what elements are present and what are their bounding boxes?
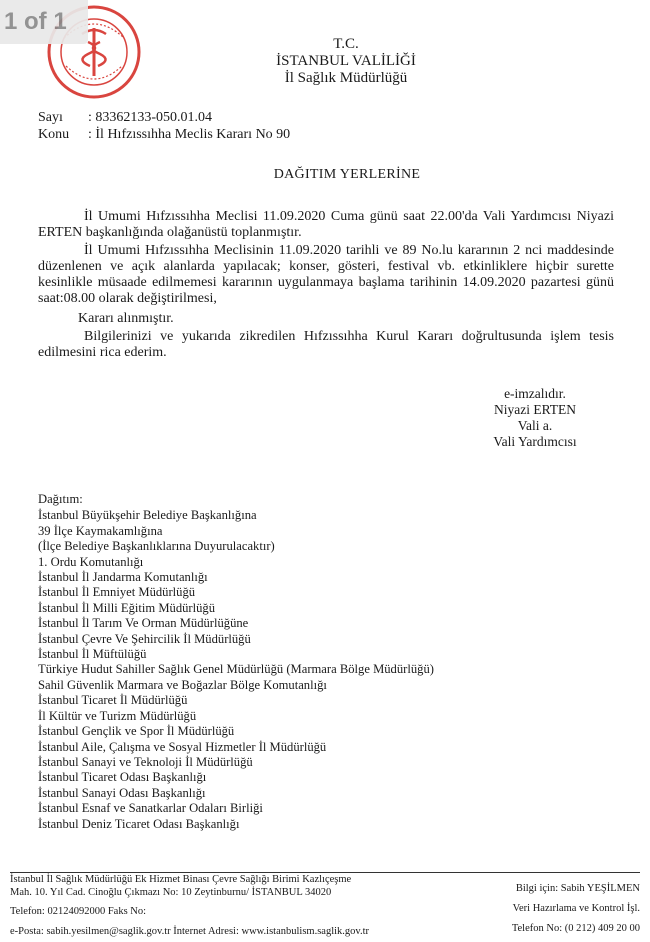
signature-block bbox=[440, 386, 630, 450]
footer-address bbox=[10, 874, 450, 940]
body-paragraph-3: Kararı alınmıştır. bbox=[78, 311, 174, 326]
footer-email: e-Posta: sabih.yesilmen@saglik.gov.tr İnternet Adresi: www.istanbulism.saglik.gov.tr bbox=[10, 926, 370, 937]
list-item: 1. Ordu Komutanlığı bbox=[38, 554, 144, 569]
list-item: İstanbul İl Müftülüğü bbox=[38, 647, 147, 662]
footer-address-line: İstanbul İl Sağlık Müdürlüğü Ek Hizmet Binası Çevre Sağlığı Birimi Kazlıçeşme bbox=[10, 874, 352, 885]
list-item: İstanbul Gençlik ve Spor İl Müdürlüğü bbox=[38, 724, 235, 739]
list-item: 39 İlçe Kaymakamlığına bbox=[38, 523, 163, 538]
list-item: İstanbul Çevre Ve Şehircilik İl Müdürlüğü bbox=[38, 631, 251, 646]
sayi-value: : 83362133-050.01.04 bbox=[88, 110, 213, 125]
list-item: İstanbul Ticaret Odası Başkanlığı bbox=[38, 770, 207, 785]
footer-contact-person: Bilgi için: Sabih YEŞİLMEN bbox=[515, 883, 640, 894]
list-item: İstanbul Esnaf ve Sanatkarlar Odaları Birliği bbox=[38, 801, 263, 816]
konu-label: Konu bbox=[38, 127, 70, 142]
list-item: (İlçe Belediye Başkanlıklarına Duyurulacaktır) bbox=[38, 539, 275, 554]
body-paragraph-1: İl Umumi Hıfzıssıhha Meclisi 11.09.2020 Cuma günü saat 22.00'da Vali Yardımcısı Niyazi ERTEN başkanlığında olağanüstü toplanmıştır. bbox=[38, 209, 614, 240]
body-paragraph-2: İl Umumi Hıfzıssıhha Meclisinin 11.09.2020 tarihli ve 89 No.lu kararının 2 nci maddesinde düzenlenen ve açık alanlarda yapılacak; konser, gösteri, festival vb. etkinliklere hiçbir surette kesinlikle müsaade edilmemesi kararının uygulanmaya başlama tarihinin 14.09.2020 pazartesi günü saat:08.00 olarak değiştirilmesi, bbox=[38, 243, 614, 306]
body-paragraph-4: Bilgilerinizi ve yukarıda zikredilen Hıfzıssıhha Kurul Kararı doğrultusunda işlem tesis edilmesini rica ederim. bbox=[38, 329, 614, 360]
footer-contact bbox=[470, 874, 640, 937]
signature-eimza: e-imzalıdır. bbox=[504, 386, 566, 401]
list-item: İstanbul Sanayi Odası Başkanlığı bbox=[38, 785, 206, 800]
list-item: İstanbul İl Tarım Ve Orman Müdürlüğüne bbox=[38, 616, 249, 631]
distribution-label: Dağıtım: bbox=[38, 492, 83, 506]
list-item: İstanbul Ticaret İl Müdürlüğü bbox=[38, 693, 188, 708]
list-item: İstanbul Büyükşehir Belediye Başkanlığına bbox=[38, 508, 257, 523]
sayi-row bbox=[38, 110, 212, 126]
sayi-label: Sayı bbox=[38, 110, 63, 125]
list-item: İstanbul Deniz Ticaret Odası Başkanlığı bbox=[38, 816, 240, 831]
header-tc: T.C. bbox=[333, 36, 359, 52]
konu-row bbox=[38, 127, 290, 143]
signature-vali-a: Vali a. bbox=[517, 418, 553, 433]
list-item: Türkiye Hudut Sahiller Sağlık Genel Müdürlüğü (Marmara Bölge Müdürlüğü) bbox=[38, 662, 434, 677]
list-item: İstanbul İl Jandarma Komutanlığı bbox=[38, 570, 208, 585]
konu-value: : İl Hıfzıssıhha Meclis Kararı No 90 bbox=[88, 127, 291, 142]
footer-divider bbox=[10, 872, 640, 873]
footer-phone: Telefon: 02124092000 Faks No: bbox=[10, 906, 147, 917]
header-mudurluk: İl Sağlık Müdürlüğü bbox=[284, 70, 408, 86]
list-item: İstanbul Sanayi ve Teknoloji İl Müdürlüğü bbox=[38, 754, 253, 769]
header-valilik: İSTANBUL VALİLİĞİ bbox=[276, 53, 416, 69]
signature-name: Niyazi ERTEN bbox=[493, 402, 577, 417]
footer-address-line: Mah. 10. Yıl Cad. Cinoğlu Çıkmazı No: 10 Zeytinburnu/ İSTANBUL 34020 bbox=[10, 887, 332, 898]
list-item: İstanbul İl Emniyet Müdürlüğü bbox=[38, 585, 196, 600]
document-title: DAĞITIM YERLERİNE bbox=[273, 167, 421, 182]
document-body bbox=[38, 209, 614, 361]
list-item: Sahil Güvenlik Marmara ve Boğazlar Bölge Komutanlığı bbox=[38, 677, 327, 692]
distribution-list bbox=[38, 492, 434, 832]
page-indicator: 1 of 1 bbox=[0, 0, 88, 44]
footer-contact-unit: Veri Hazırlama ve Kontrol İşl. bbox=[512, 903, 640, 914]
signature-title: Vali Yardımcısı bbox=[493, 434, 577, 449]
list-item: İstanbul Aile, Çalışma ve Sosyal Hizmetler İl Müdürlüğü bbox=[38, 739, 327, 754]
footer-contact-phone: Telefon No: (0 212) 409 20 00 bbox=[511, 923, 640, 934]
list-item: İl Kültür ve Turizm Müdürlüğü bbox=[38, 708, 197, 723]
list-item: İstanbul İl Milli Eğitim Müdürlüğü bbox=[38, 600, 216, 615]
